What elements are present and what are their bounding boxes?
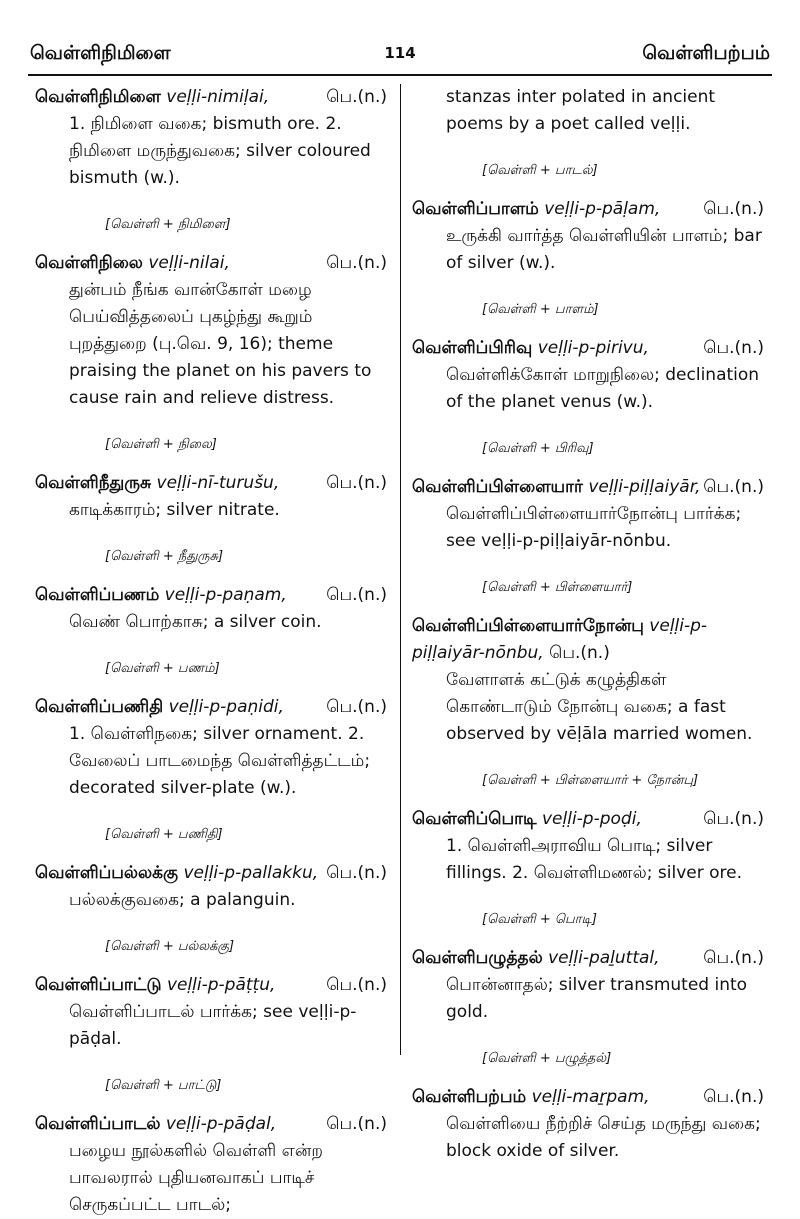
entry-pos: பெ.(n.) xyxy=(703,477,764,497)
entry-pos: பெ.(n.) xyxy=(326,975,387,995)
entry-transliteration: veḷḷi-p-pāḍal, xyxy=(165,1114,277,1134)
entry-definition: பொன்னாதல்; silver transmuted into gold. xyxy=(446,975,748,1022)
header-rule xyxy=(28,74,772,76)
left-guideword: வெள்ளிநிமிளை xyxy=(30,42,171,64)
page-number: 114 xyxy=(384,44,416,62)
entry-pos: பெ.(n.) xyxy=(549,643,610,663)
entry-pos: பெ.(n.) xyxy=(326,1114,387,1134)
entry-etymology: [வெள்ளி + பிள்ளையார் + நோன்பு] xyxy=(482,773,699,788)
entry-pos: பெ.(n.) xyxy=(326,473,387,493)
entry-definition: உருக்கி வார்த்த வெள்ளியின் பாளம்; bar of silver (w.). xyxy=(446,226,762,273)
dictionary-entry xyxy=(35,250,387,458)
left-column xyxy=(35,84,387,1219)
entry-etymology: [வெள்ளி + பழுத்தல்] xyxy=(482,1051,612,1066)
right-guideword: வெள்ளிபற்பம் xyxy=(642,42,770,64)
entry-headword: வெள்ளிப்பாடல் xyxy=(35,1114,161,1134)
entry-transliteration: veḷḷi-p-pāḷam, xyxy=(544,199,661,219)
entry-definition: வெள்ளிப்பாடல் பார்க்க; see veḷḷi-p-pāḍal. xyxy=(69,1002,357,1049)
entry-transliteration: veḷḷi-p-piḷḷaiyār-nōnbu, xyxy=(412,616,708,663)
dictionary-entry xyxy=(35,470,387,570)
entry-definition: வெள்ளியை நீற்றிச் செய்த மருந்து வகை; block oxide of silver. xyxy=(446,1114,761,1161)
entry-definition: துன்பம் நீங்க வான்கோள் மழை பெய்வித்தலைப் புகழ்ந்து கூறும் புறத்துறை (பு.வெ. 9, 16); theme praising the planet on his pavers to cause rain and relieve distress. xyxy=(69,280,372,408)
dictionary-entry xyxy=(412,335,764,462)
entry-transliteration: veḷḷi-p-pāṭṭu, xyxy=(166,975,276,995)
entry-headword: வெள்ளிபழுத்தல் xyxy=(412,948,543,968)
entry-definition: 1. நிமிளை வகை; bismuth ore. 2. நிமிளை மருந்துவகை; silver coloured bismuth (w.). xyxy=(69,114,371,188)
entry-definition: வேளாளக் கட்டுக் கழுத்திகள் கொண்டாடும் நோன்பு வகை; a fast observed by vēḷāla married women. xyxy=(446,670,753,744)
entry-pos: பெ.(n.) xyxy=(703,948,764,968)
entry-transliteration: veḷḷi-p-pallakku, xyxy=(183,863,319,883)
entry-headword: வெள்ளிப்பாட்டு xyxy=(35,975,162,995)
entry-transliteration: veḷḷi-paḻuttal, xyxy=(548,948,660,968)
dictionary-entry xyxy=(412,1084,764,1165)
entry-transliteration: veḷḷi-nimiḷai, xyxy=(166,87,270,107)
entry-definition: பழைய நூல்களில் வெள்ளி என்ற பாவலரால் புதியனவாகப் பாடிச் செருகப்பட்ட பாடல்; xyxy=(69,1141,323,1215)
column-divider xyxy=(400,84,401,1055)
entry-headword: வெள்ளிப்பிள்ளையார்நோன்பு xyxy=(412,616,644,636)
entry-transliteration: veḷḷi-p-pirivu, xyxy=(537,338,649,358)
entry-headword: வெள்ளிப்பல்லக்கு xyxy=(35,863,179,883)
entry-pos: பெ.(n.) xyxy=(326,585,387,605)
entry-definition: வெள்ளிக்கோள் மாறுநிலை; declination of the planet venus (w.). xyxy=(446,365,760,412)
entry-headword: வெள்ளிப்பணம் xyxy=(35,585,160,605)
dictionary-entry xyxy=(35,972,387,1099)
entry-etymology: [வெள்ளி + பணிதி] xyxy=(105,827,223,842)
dictionary-entry xyxy=(412,806,764,933)
entry-headword: வெள்ளிப்பணிதி xyxy=(35,697,164,717)
entry-etymology: [வெள்ளி + பல்லக்கு] xyxy=(105,939,235,954)
entry-definition: பல்லக்குவகை; a palanguin. xyxy=(69,890,296,910)
entry-transliteration: veḷḷi-maṟpam, xyxy=(531,1087,650,1107)
page-header xyxy=(30,42,770,70)
entry-transliteration: veḷḷi-nī-turušu, xyxy=(156,473,280,493)
entry-transliteration: veḷḷi-p-poḍi, xyxy=(541,809,642,829)
entry-headword: வெள்ளிப்பிள்ளையார் xyxy=(412,477,583,497)
entry-transliteration: veḷḷi-p-paṇam, xyxy=(164,585,287,605)
entry-pos: பெ.(n.) xyxy=(326,697,387,717)
dictionary-entry xyxy=(412,474,764,601)
entry-headword: வெள்ளிப்பொடி xyxy=(412,809,537,829)
entry-etymology: [வெள்ளி + பாளம்] xyxy=(482,302,599,317)
entry-definition: வெண் பொற்காசு; a silver coin. xyxy=(69,612,322,632)
entry-pos: பெ.(n.) xyxy=(703,1087,764,1107)
entry-definition: 1. வெள்ளிநகை; silver ornament. 2. வேலைப் பாடமைந்த வெள்ளித்தட்டம்; decorated silver-plate (w.). xyxy=(69,724,371,798)
entry-etymology: [வெள்ளி + நீதுருசு] xyxy=(105,549,224,564)
dictionary-entry xyxy=(35,582,387,682)
entry-transliteration: veḷḷi-piḷḷaiyār, xyxy=(588,477,701,497)
entry-etymology: [வெள்ளி + பிள்ளையார்] xyxy=(482,580,633,595)
entry-transliteration: veḷḷi-p-paṇidi, xyxy=(168,697,284,717)
entry-transliteration: veḷḷi-nilai, xyxy=(148,253,230,273)
dictionary-entry xyxy=(35,84,387,238)
entry-headword: வெள்ளிநிலை xyxy=(35,253,143,273)
entry-pos: பெ.(n.) xyxy=(326,863,387,883)
entry-pos: பெ.(n.) xyxy=(326,87,387,107)
dictionary-entry xyxy=(412,613,764,794)
entry-etymology: [வெள்ளி + பொடி] xyxy=(482,912,597,927)
entry-headword: வெள்ளிப்பிரிவு xyxy=(412,338,533,358)
entry-etymology: [வெள்ளி + பாடல்] xyxy=(482,163,598,178)
entry-headword: வெள்ளிநிமிளை xyxy=(35,87,161,107)
entry-headword: வெள்ளிநீதுருசு xyxy=(35,473,152,493)
entry-definition: வெள்ளிப்பிள்ளையார்நோன்பு பார்க்க; see veḷḷi-p-piḷḷaiyār-nōnbu. xyxy=(446,504,742,551)
continued-entry xyxy=(412,84,764,184)
entry-headword: வெள்ளிப்பாளம் xyxy=(412,199,539,219)
dictionary-entry xyxy=(35,860,387,960)
continued-definition: stanzas inter polated in ancient poems by a poet called veḷḷi. xyxy=(446,87,716,134)
entry-definition: காடிக்காரம்; silver nitrate. xyxy=(69,500,280,520)
entry-etymology: [வெள்ளி + பிரிவு] xyxy=(482,441,594,456)
entry-pos: பெ.(n.) xyxy=(703,809,764,829)
dictionary-entry xyxy=(35,1111,387,1219)
entry-etymology: [வெள்ளி + நிமிளை] xyxy=(105,217,231,232)
entry-etymology: [வெள்ளி + பாட்டு] xyxy=(105,1078,222,1093)
entry-etymology: [வெள்ளி + நிலை] xyxy=(105,437,217,452)
dictionary-entry xyxy=(35,694,387,848)
entry-headword: வெள்ளிபற்பம் xyxy=(412,1087,527,1107)
entry-pos: பெ.(n.) xyxy=(703,338,764,358)
dictionary-entry xyxy=(412,945,764,1072)
entry-pos: பெ.(n.) xyxy=(703,199,764,219)
right-column xyxy=(412,84,764,1165)
entry-definition: 1. வெள்ளிஅராவிய பொடி; silver fillings. 2. வெள்ளிமணல்; silver ore. xyxy=(446,836,743,883)
dictionary-entry xyxy=(412,196,764,323)
entry-pos: பெ.(n.) xyxy=(326,253,387,273)
entry-etymology: [வெள்ளி + பணம்] xyxy=(105,661,220,676)
